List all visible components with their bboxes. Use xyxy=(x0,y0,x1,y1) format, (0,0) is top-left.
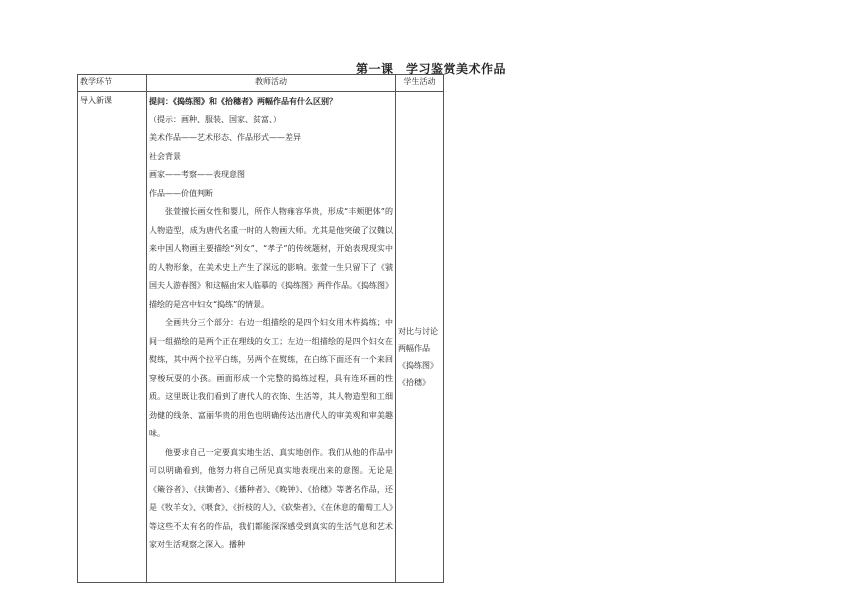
note-line-2: 社会背景 xyxy=(149,151,181,161)
paragraph-2: 全画共分三个部分：右边一组描绘的是四个妇女用木杵捣练；中间一组描绘的是两个正在理线的女工；左边一组描绘的是四个妇女在熨练，其中两个拉平白练，另两个在熨练，在白练下面还有一个来回穿梭玩耍的小孩。画面形成一个完整的捣练过程，具有连环画的性质。这里既让我们看到了唐代人的衣饰、生活等，其人物造型和工细劲健的线条、富丽华贵的用色也明确传达出唐代人的审美观和审美趣味。 xyxy=(149,318,393,438)
paragraph-1: 张萱擅长画女性和婴儿，所作人物雍容华贵，形成“丰颊肥体”的人物造型，成为唐代名重一时的人物画大师。尤其是他突破了汉魏以来中国人物画主要描绘“列女”、“孝子”的传统题材，开始表现现实中的人物形象，在美术史上产生了深远的影响。张萱一生只留下了《虢国夫人游春图》和这幅由宋人临摹的《捣练图》两件作品。《捣练图》描绘的是宫中妇女“捣练”的情景。 xyxy=(149,207,393,309)
note-line-1: 美术作品——艺术形态、作品形式——差异 xyxy=(149,133,301,142)
section-label: 导入新课 xyxy=(80,96,112,105)
note-line-4: 作品——价值判断 xyxy=(149,188,213,198)
note-line-3: 画家——考察——表现意图 xyxy=(149,170,245,179)
section-cell xyxy=(78,92,147,583)
student-activity-cell xyxy=(396,92,444,583)
hint-text: （提示：画种、服装、国家、贫富、） xyxy=(149,114,281,124)
page-title: 第一课 学习鉴赏美术作品 xyxy=(356,62,507,76)
teacher-activity-cell xyxy=(147,92,396,583)
paragraph-3: 他要求自己一定要真实地生活、真实地创作。我们从他的作品中可以明确看到，他努力将自己所见真实地表现出来的意图。无论是《簸谷者》、《扶锄者》、《播种者》、《晚钟》、《拾穗》等著名作品，还是《牧羊女》、《喂食》、《折枝的人》、《砍柴者》、《在休息的葡萄工人》等这些不太有名的作品，我们都能深深感受到真实的生活气息和艺术家对生活观察之深入。播种 xyxy=(149,447,393,549)
lesson-table xyxy=(77,74,444,583)
student-activity-text: 对比与讨论两幅作品《捣练图》《拾穗》 xyxy=(398,327,438,387)
question-text: 提问：《捣练图》和《拾穗者》两幅作品有什么区别？ xyxy=(149,96,337,106)
table-header-row xyxy=(78,75,444,92)
header-student-activity: 学生活动 xyxy=(396,75,444,92)
header-teaching-step: 教学环节 xyxy=(78,75,147,92)
table-row xyxy=(78,92,444,583)
header-teacher-activity: 教师活动 xyxy=(147,75,396,92)
